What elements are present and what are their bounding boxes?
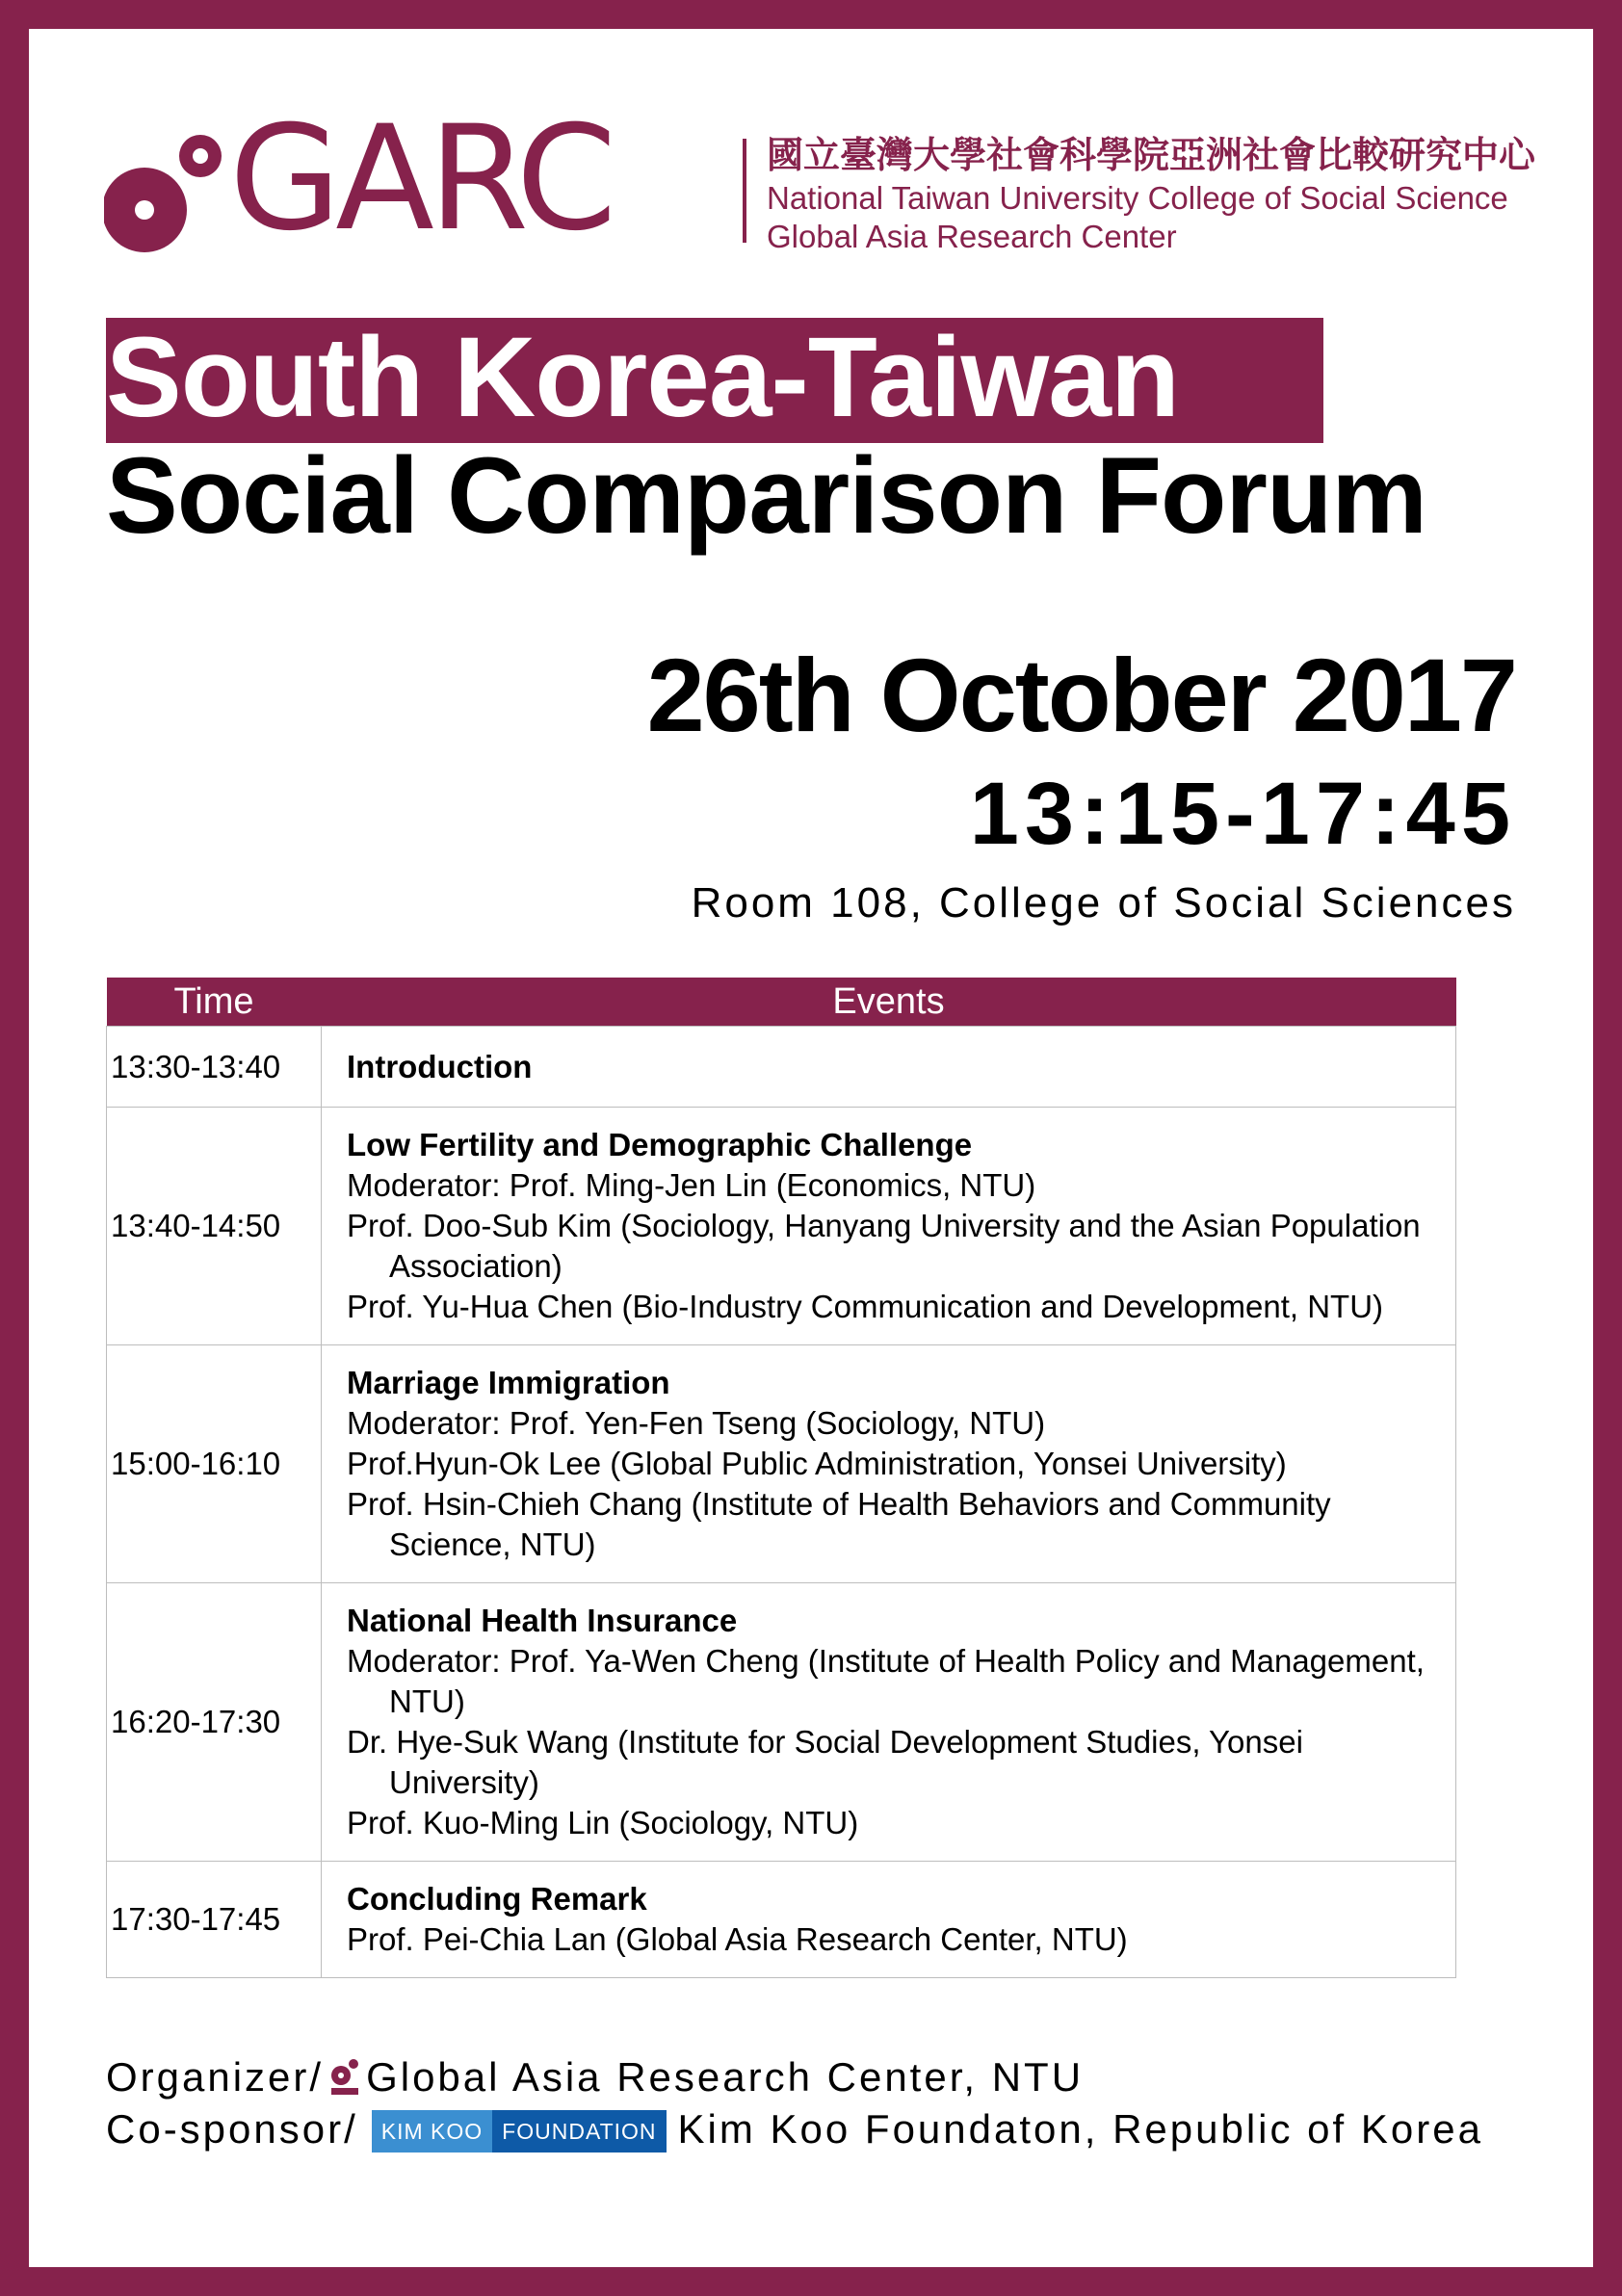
session-title: Introduction <box>347 1048 533 1084</box>
cosponsor-label: Co-sponsor/ <box>106 2106 358 2152</box>
session-speaker: Prof. Hsin-Chieh Chang (Institute of Health Behaviors and Community Science, NTU) <box>347 1486 1331 1562</box>
row-time: 16:20-17:30 <box>107 1583 322 1862</box>
header-events: Events <box>322 978 1456 1027</box>
session-speaker: Dr. Hye-Suk Wang (Institute for Social Development Studies, Yonsei University) <box>347 1724 1303 1800</box>
row-events <box>322 1108 1456 1345</box>
table-row <box>107 1862 1456 1978</box>
row-events <box>322 1027 1456 1108</box>
event-venue: Room 108, College of Social Sciences <box>691 879 1516 926</box>
table-row <box>107 1345 1456 1583</box>
session-title: National Health Insurance <box>347 1603 738 1638</box>
session-moderator: Moderator: Prof. Ya-Wen Cheng (Institute of Health Policy and Management, NTU) <box>347 1643 1425 1719</box>
session-title: Concluding Remark <box>347 1881 647 1917</box>
cosponsor-name: Kim Koo Foundaton, Republic of Korea <box>677 2106 1483 2152</box>
logo-divider <box>743 139 746 243</box>
session-title: Marriage Immigration <box>347 1365 670 1400</box>
header-time: Time <box>107 978 322 1027</box>
logo-wordmark: GARC <box>229 95 612 263</box>
row-time: 13:30-13:40 <box>107 1027 322 1108</box>
title-line1: South Korea-Taiwan <box>106 314 1180 441</box>
kimkoo-badge-part2: FOUNDATION <box>492 2110 666 2152</box>
session-moderator: Moderator: Prof. Yen-Fen Tseng (Sociology, NTU) <box>347 1405 1046 1441</box>
garc-logo-header <box>104 95 1536 270</box>
organizer-label: Organizer/ <box>106 2054 325 2100</box>
organizer-name: Global Asia Research Center, NTU <box>366 2054 1085 2100</box>
schedule-table <box>106 978 1456 1978</box>
session-title: Low Fertility and Demographic Challenge <box>347 1127 973 1162</box>
table-row <box>107 1027 1456 1108</box>
kimkoo-badge-part1: KIM KOO <box>372 2110 492 2152</box>
table-row <box>107 1583 1456 1862</box>
session-speaker: Prof. Pei-Chia Lan (Global Asia Research Center, NTU) <box>347 1921 1128 1957</box>
row-events <box>322 1583 1456 1862</box>
row-events <box>322 1862 1456 1978</box>
session-moderator: Moderator: Prof. Ming-Jen Lin (Economics, NTU) <box>347 1167 1036 1203</box>
kimkoo-foundation-logo <box>372 2105 667 2148</box>
english-institution-name-line1: National Taiwan University College of Social Science <box>767 180 1508 216</box>
garc-logo-icon <box>104 96 229 260</box>
schedule-header-row <box>107 978 1456 1027</box>
table-row <box>107 1108 1456 1345</box>
sponsor-section <box>106 2051 1483 2155</box>
title-line2: Social Comparison Forum <box>106 435 1426 556</box>
english-institution-name-line2: Global Asia Research Center <box>767 219 1177 254</box>
session-speaker: Prof. Kuo-Ming Lin (Sociology, NTU) <box>347 1805 859 1840</box>
row-time: 15:00-16:10 <box>107 1345 322 1583</box>
event-date: 26th October 2017 <box>646 637 1516 753</box>
chinese-institution-name: 國立臺灣大學社會科學院亞洲社會比較研究中心 <box>767 136 1536 176</box>
session-speaker: Prof.Hyun-Ok Lee (Global Public Administration, Yonsei University) <box>347 1446 1287 1481</box>
session-speaker: Prof. Yu-Hua Chen (Bio-Industry Communication and Development, NTU) <box>347 1289 1384 1324</box>
event-time: 13:15-17:45 <box>969 765 1516 863</box>
organizer-row <box>106 2051 1483 2103</box>
row-events <box>322 1345 1456 1583</box>
row-time: 17:30-17:45 <box>107 1862 322 1978</box>
cosponsor-row <box>106 2103 1483 2155</box>
session-speaker: Prof. Doo-Sub Kim (Sociology, Hanyang University and the Asian Population Association) <box>347 1208 1421 1284</box>
garc-mini-logo-icon <box>329 2054 360 2097</box>
row-time: 13:40-14:50 <box>107 1108 322 1345</box>
